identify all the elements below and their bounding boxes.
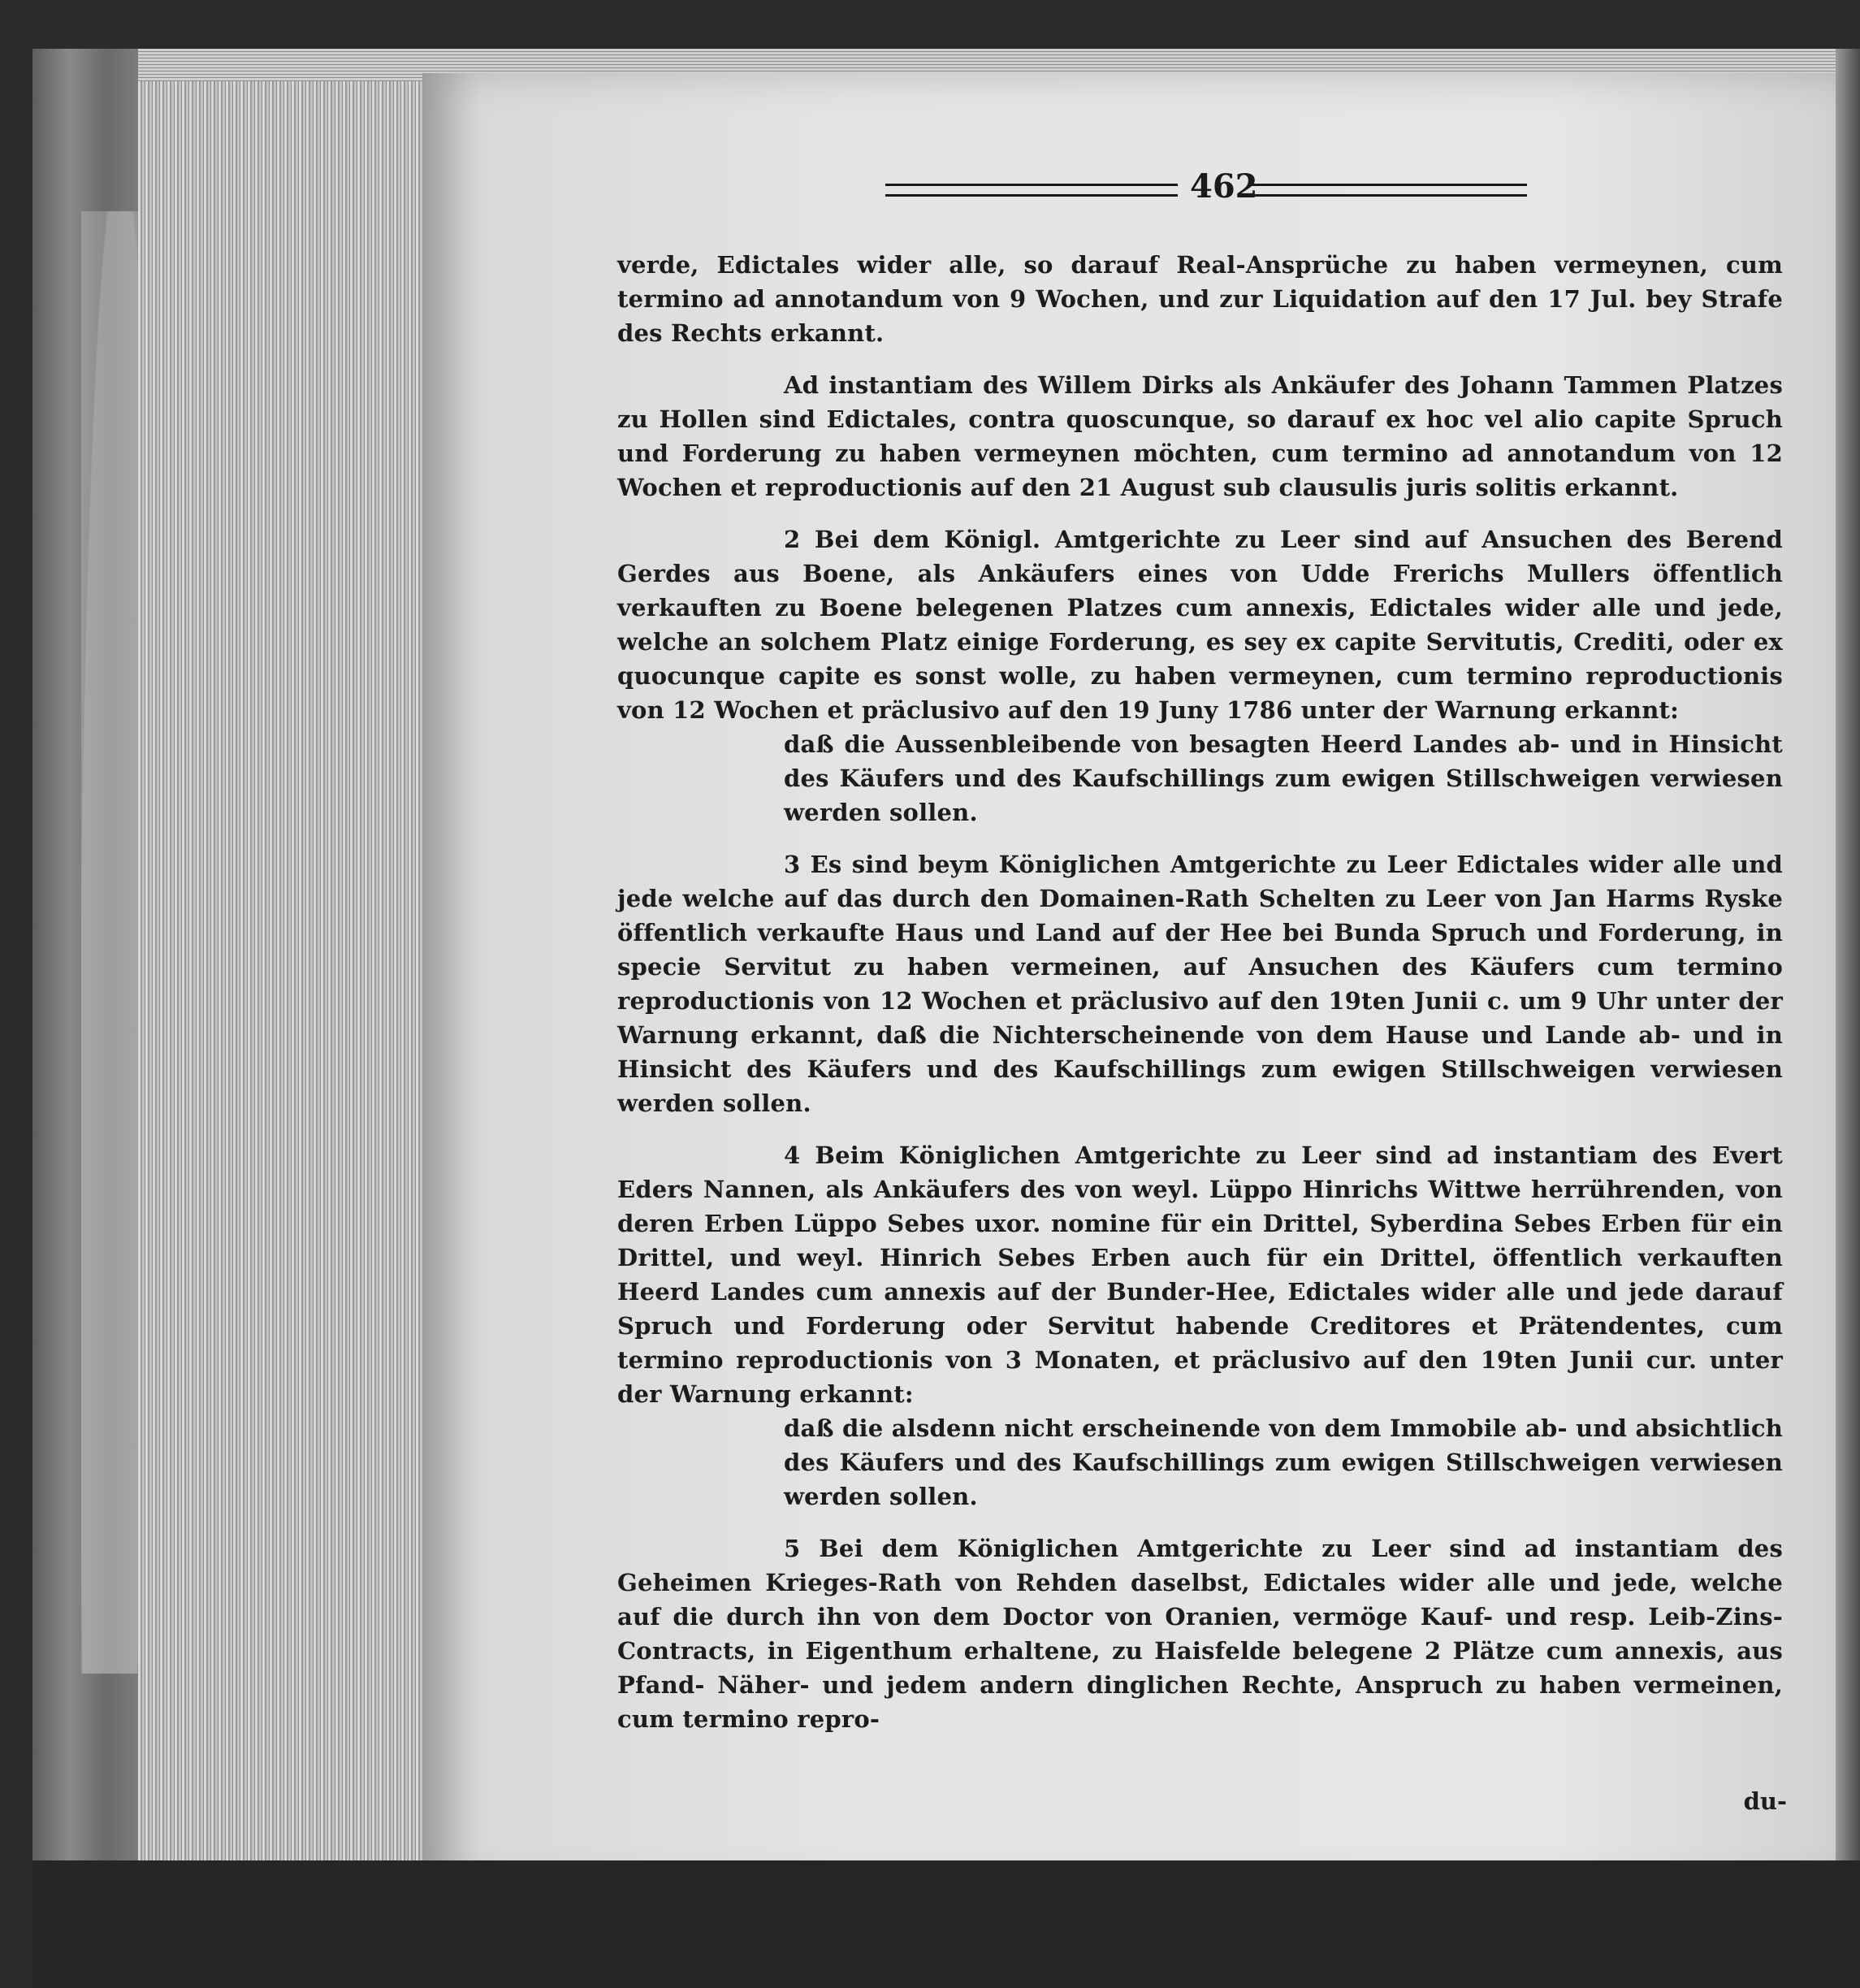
paragraph-4-evert-eders: 4 Beim Königlichen Amtgerichte zu Leer sind ad instantiam des Evert Eders Nannen, als Ankäufers des von weyl. Lüppo Hinrichs Wittwe herrührenden, von deren Erben Lüppo Sebes uxor. nomine für ein Drittel, Syberdina Sebes Erben für ein Drittel, und weyl. Hinrich Sebes Erben auch für ein Drittel, öffentlich verkauften Heerd Landes cum annexis auf der Bunder-Hee, Edictales wider alle und jede darauf Spruch und Forderung oder Servitut habende Creditores et Prätendentes, cum termino reproductionis von 3 Monaten, et präclusivo auf den 19ten Junii cur. unter der Warnung erkannt:	[617, 1141, 1783, 1408]
book-cover	[32, 49, 138, 1860]
page-edges	[138, 69, 430, 1897]
catchword: du-	[1743, 1787, 1787, 1815]
page-number: 462	[1190, 167, 1258, 206]
warning-clause-2: daß die Aussenbleibende von besagten Heerd Landes ab- und in Hinsicht des Käufers und des Kaufschillings zum ewigen Stillschweigen verwiesen werden sollen.	[784, 730, 1783, 826]
body-text	[617, 248, 1783, 1736]
header-rule-left	[885, 184, 1178, 197]
header-rule-right	[1251, 184, 1527, 197]
paragraph-continuation: verde, Edictales wider alle, so darauf Real-Ansprüche zu haben vermeynen, cum termino ad annotandum von 9 Wochen, und zur Liquidation auf den 17 Jul. bey Strafe des Rechts erkannt.	[617, 251, 1783, 347]
page-header	[877, 167, 1771, 207]
cover-stain	[81, 211, 146, 1674]
bottom-shadow	[32, 1860, 1860, 1988]
page-right-edge	[1836, 49, 1860, 1909]
warning-clause-4: daß die alsdenn nicht erscheinende von dem Immobile ab- und absichtlich des Käufers und des Kaufschillings zum ewigen Stillschweigen verwiesen werden sollen.	[784, 1414, 1783, 1510]
paragraph-5-rehden: 5 Bei dem Königlichen Amtgerichte zu Leer sind ad instantiam des Geheimen Krieges-Rath von Rehden daselbst, Edictales wider alle und jede, welche auf die durch ihn von dem Doctor von Oranien, vermöge Kauf- und resp. Leib-Zins-Contracts, in Eigenthum erhaltene, zu Haisfelde belegene 2 Plätze cum annexis, aus Pfand- Näher- und jedem andern dinglichen Rechte, Anspruch zu haben vermeinen, cum termino repro-	[617, 1535, 1783, 1733]
paragraph-willem-dirks: Ad instantiam des Willem Dirks als Ankäufer des Johann Tammen Platzes zu Hollen sind Edictales, contra quoscunque, so darauf ex hoc vel alio capite Spruch und Forderung zu haben vermeynen möchten, cum termino ad annotandum von 12 Wochen et reproductionis auf den 21 August sub clausulis juris solitis erkannt.	[617, 371, 1783, 501]
paragraph-3-jan-harms-ryske: 3 Es sind beym Königlichen Amtgerichte zu Leer Edictales wider alle und jede welche auf das durch den Domainen-Rath Schelten zu Leer von Jan Harms Ryske öffentlich verkaufte Haus und Land auf der Hee bei Bunda Spruch und Forderung, in specie Servitut zu haben vermeinen, auf Ansuchen des Käufers cum termino reproductionis von 12 Wochen et präclusivo auf den 19ten Junii c. um 9 Uhr unter der Warnung erkannt, daß die Nichterscheinende von dem Hause und Lande ab- und in Hinsicht des Käufers und des Kaufschillings zum ewigen Stillschweigen verwiesen werden sollen.	[617, 851, 1783, 1117]
paragraph-2-berend-gerdes: 2 Bei dem Königl. Amtgerichte zu Leer sind auf Ansuchen des Berend Gerdes aus Boene, als Ankäufers eines von Udde Frerichs Mullers öffentlich verkauften zu Boene belegenen Platzes cum annexis, Edictales wider alle und jede, welche an solchem Platz einige Forderung, es sey ex capite Servitutis, Crediti, oder ex quocunque capite es sonst wolle, zu haben vermeynen, cum termino reproductionis von 12 Wochen et präclusivo auf den 19 Juny 1786 unter der Warnung erkannt:	[617, 526, 1783, 724]
